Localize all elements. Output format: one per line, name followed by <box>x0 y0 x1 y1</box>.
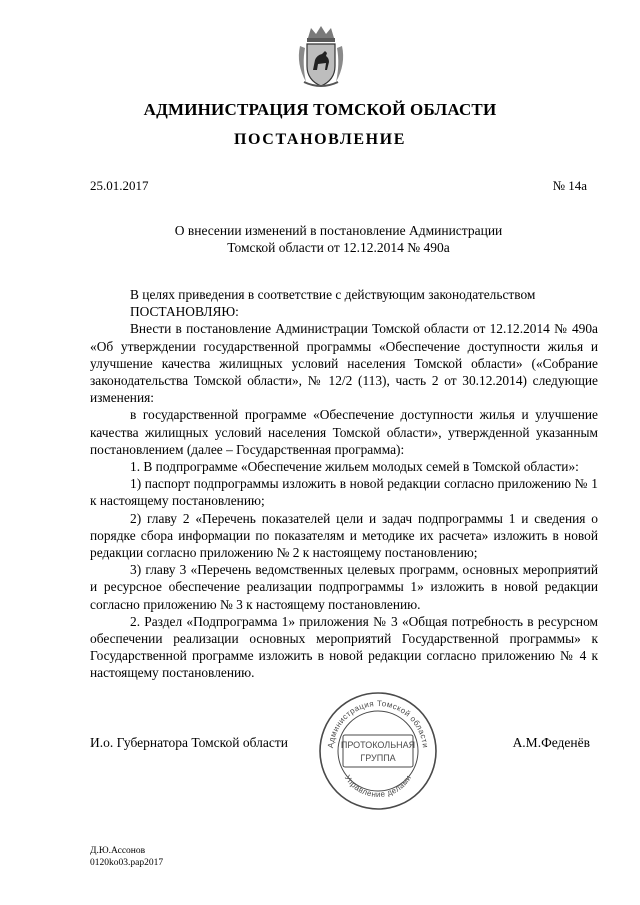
decree-word: ПОСТАНОВЛЯЮ: <box>130 304 239 320</box>
body-paragraph: 2) главу 2 «Перечень показателей цели и задач подпрограммы 1 и сведения о порядке сбора информации по показателям и методике их расчета» изложить в новой редакции согласно приложению № 2 к настоящему постановлению; <box>90 510 598 561</box>
document-date: 25.01.2017 <box>90 178 149 193</box>
body-paragraph: в государственной программе «Обеспечение доступности жилья и улучшение качества жилищных условий населения Томской области», утвержденной указанным постановлением (далее – Государственная программа): <box>90 407 598 457</box>
svg-text:Управление делами <box>343 773 413 799</box>
body-paragraph: 1) паспорт подпрограммы изложить в новой редакции согласно приложению № 1 к настоящему постановлению; <box>90 476 598 509</box>
organization-title: АДМИНИСТРАЦИЯ ТОМСКОЙ ОБЛАСТИ <box>143 100 497 119</box>
document-body <box>90 286 598 682</box>
footer-file-code: 0120ko03.pap2017 <box>90 858 164 868</box>
body-paragraph: Внести в постановление Администрации Томской области от 12.12.2014 № 490а «Об утверждении государственной программы «Обеспечение доступности жилья и улучшение качества жилищных условий населения Томской области» («Собрание законодательства Томской области», № 12/2 (113), часть 2 от 30.12.2014) следующие изменения: <box>90 321 598 406</box>
stamp-arc-top: Администрация Томской области <box>326 698 430 749</box>
body-paragraph: 2. Раздел «Подпрограмма 1» приложения № 3 «Общая потребность в ресурсном обеспечении реализации основных мероприятий Государственной программы» к Государственной программе изложить в новой редакции согласно приложению № 4 к настоящему постановлению. <box>90 613 598 681</box>
body-paragraph: В целях приведения в соответствие с действующим законодательством <box>130 287 536 302</box>
footer-author: Д.Ю.Ассонов <box>90 846 146 856</box>
tomsk-coat-of-arms-icon <box>296 24 346 90</box>
official-stamp <box>316 689 440 813</box>
signer-title: И.о. Губернатора Томской области <box>90 735 288 750</box>
document-number: № 14а <box>552 178 587 193</box>
stamp-center-line: ПРОТОКОЛЬНАЯ <box>340 740 416 750</box>
document-footer <box>90 845 163 869</box>
body-paragraph: 1. В подпрограмме «Обеспечение жильем молодых семей в Томской области»: <box>130 459 579 475</box>
body-paragraph: 3) главу 3 «Перечень ведомственных целевых программ, основных мероприятий и ресурсное обеспечение реализации подпрограммы 1» изложить в новой редакции согласно приложению № 3 к настоящему постановлению. <box>90 562 598 612</box>
stamp-center-line: ГРУППА <box>360 753 396 763</box>
stamp-arc-bottom: Управление делами <box>342 773 414 800</box>
signer-name: А.М.Феденёв <box>512 735 590 750</box>
document-subject <box>90 222 587 256</box>
document-type: ПОСТАНОВЛЕНИЕ <box>234 131 406 148</box>
subject-line: О внесении изменений в постановление Администрации <box>174 223 503 238</box>
subject-line: Томской области от 12.12.2014 № 490а <box>227 240 450 255</box>
